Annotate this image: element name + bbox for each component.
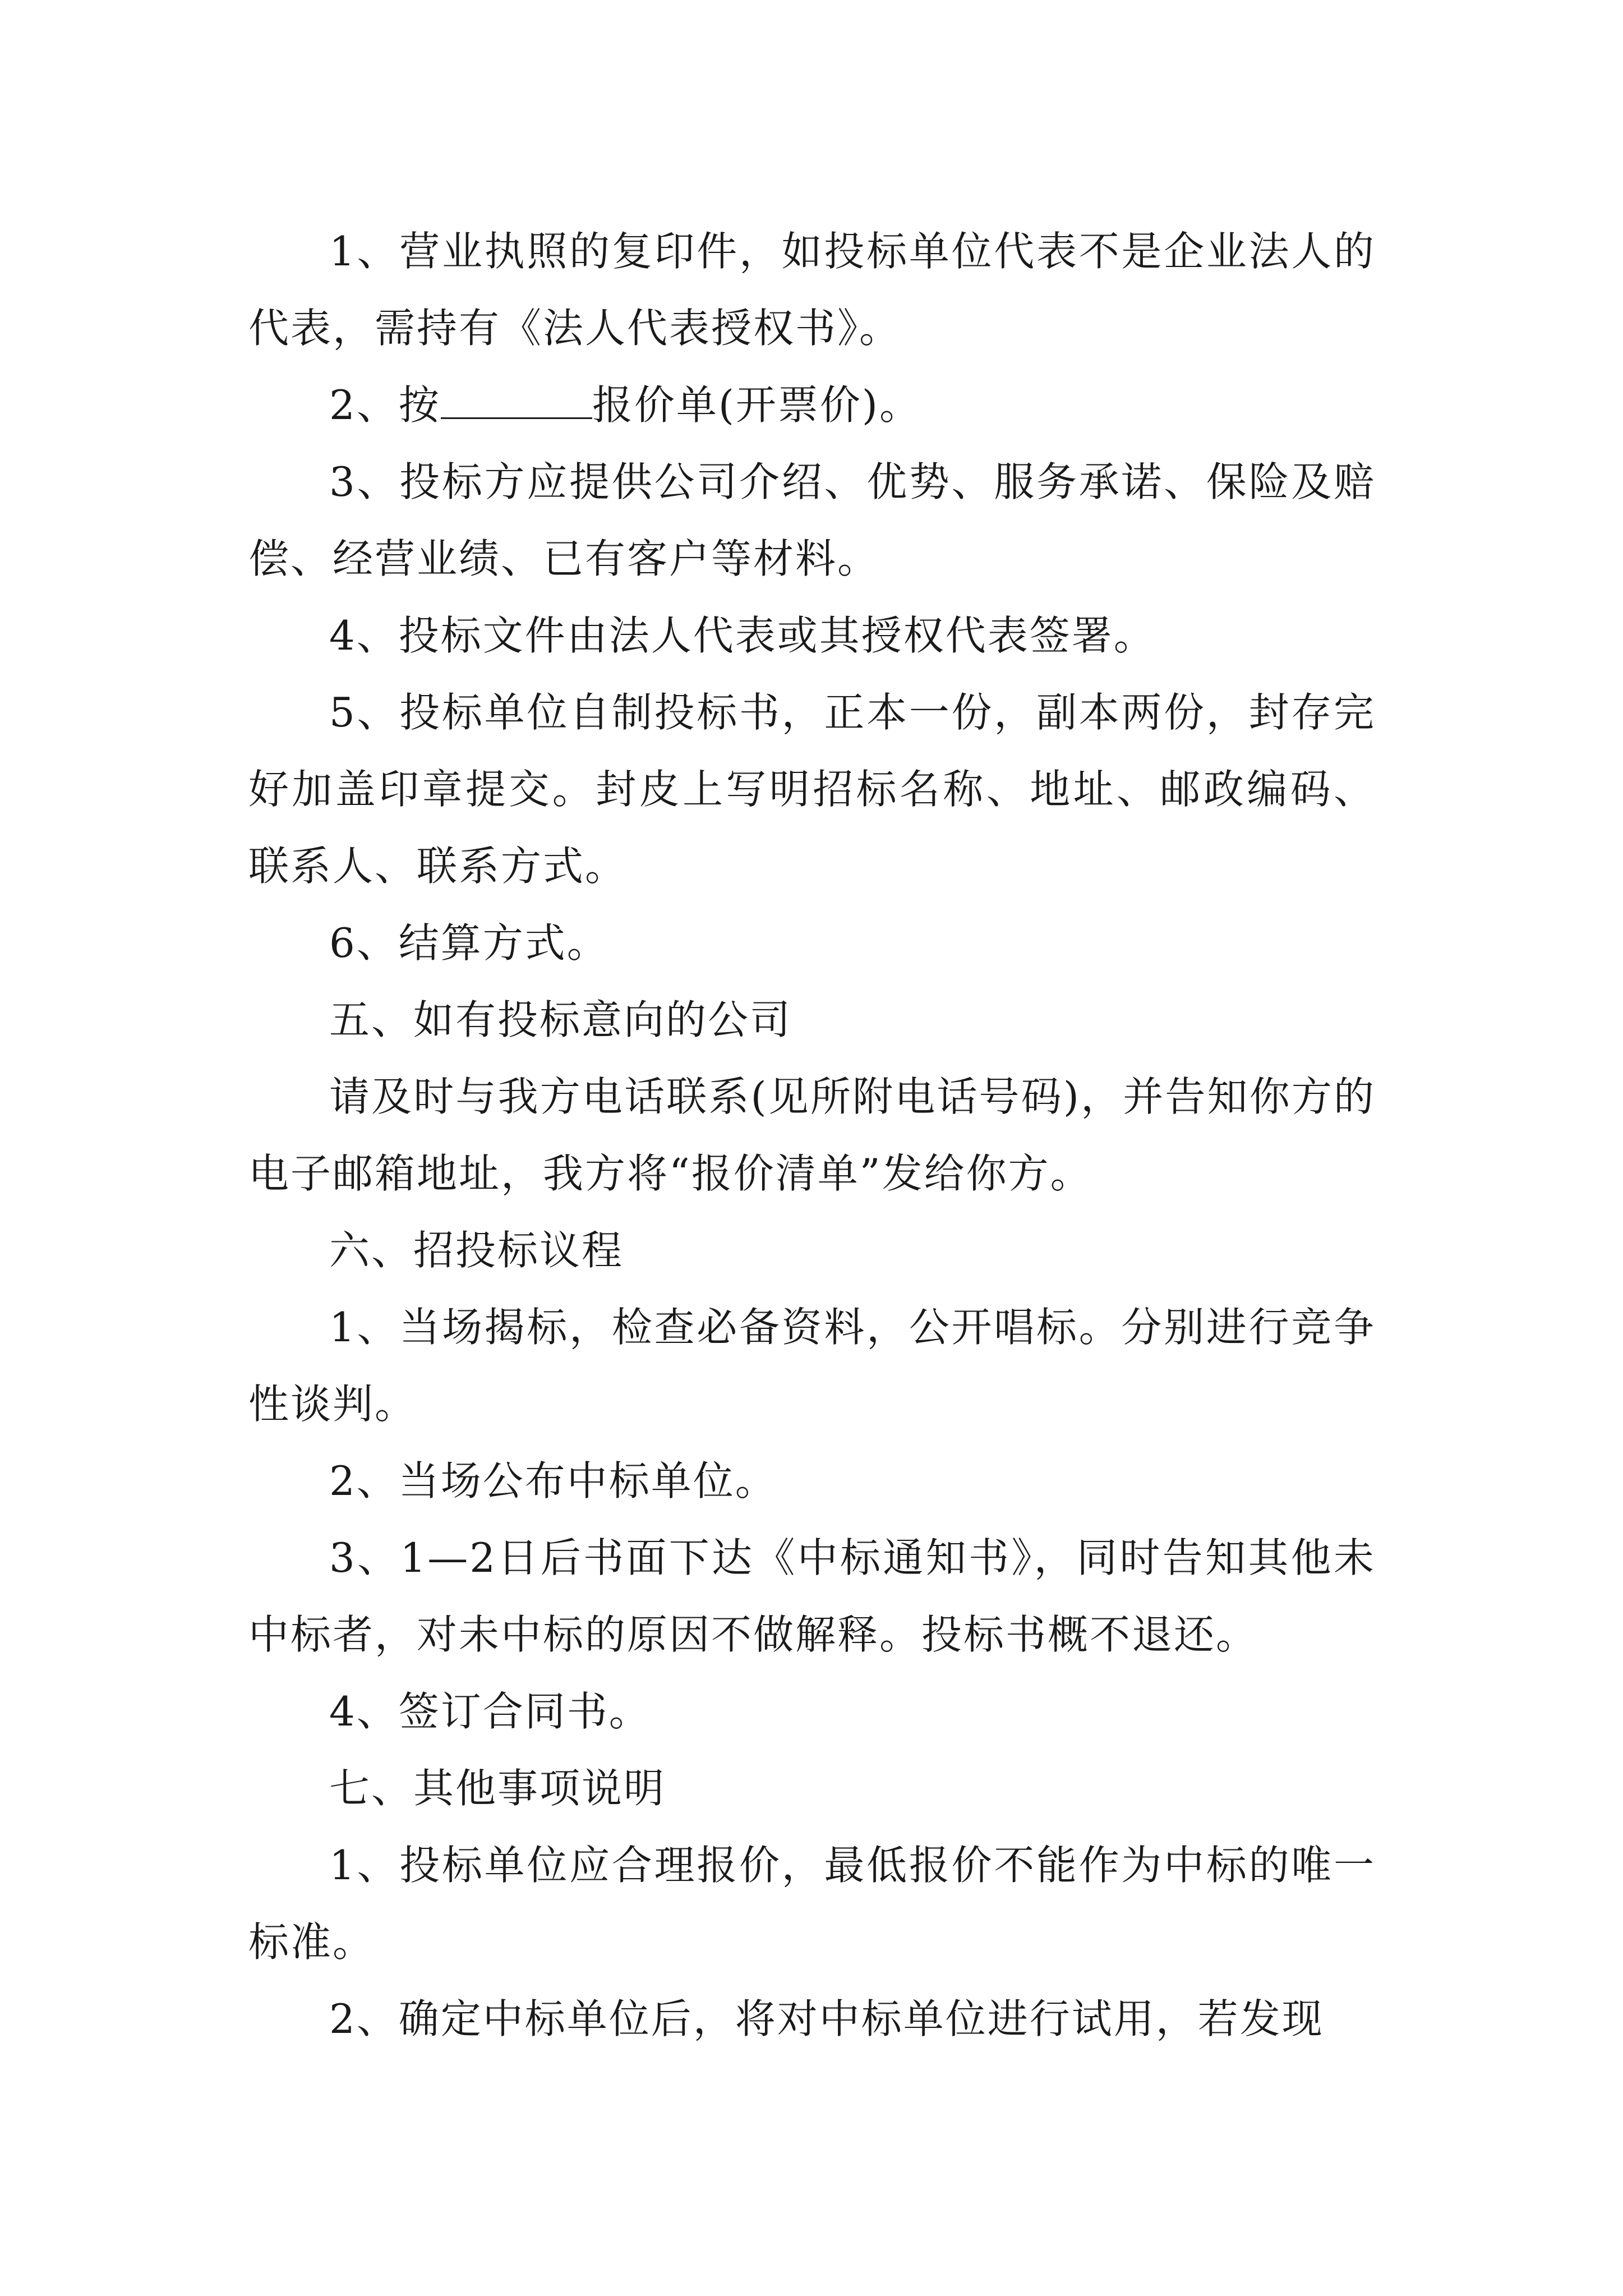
paragraph-contact: 请及时与我方电话联系(见所附电话号码)，并告知你方的电子邮箱地址，我方将“报价清单”发给你方。 xyxy=(248,1073,1376,1197)
paragraph-announce: 2、当场公布中标单位。 xyxy=(329,1457,777,1504)
paragraph-quotation xyxy=(248,367,1376,444)
paragraph-contract: 4、签订合同书。 xyxy=(329,1688,651,1735)
blank-field xyxy=(441,384,592,419)
paragraph-pricing: 1、投标单位应合理报价，最低报价不能作为中标的唯一标准。 xyxy=(248,1842,1376,1966)
paragraph-company-materials: 3、投标方应提供公司介绍、优势、服务承诺、保险及赔偿、经营业绩、已有客户等材料。 xyxy=(248,458,1376,582)
paragraph-opening: 1、当场揭标，检查必备资料，公开唱标。分别进行竞争性谈判。 xyxy=(248,1304,1376,1428)
paragraph-signature: 4、投标文件由法人代表或其授权代表签署。 xyxy=(329,612,1156,659)
quotation-suffix: 报价单(开票价)。 xyxy=(592,381,921,429)
paragraph-business-license: 1、营业执照的复印件，如投标单位代表不是企业法人的代表，需持有《法人代表授权书》。 xyxy=(248,228,1376,352)
section-heading-5: 五、如有投标意向的公司 xyxy=(329,996,792,1043)
paragraph-notice: 3、1—2日后书面下达《中标通知书》，同时告知其他未中标者，对未中标的原因不做解释。投标书概不退还。 xyxy=(248,1534,1376,1658)
document-body xyxy=(248,213,1376,2058)
quotation-prefix: 2、按 xyxy=(329,381,441,429)
paragraph-settlement: 6、结算方式。 xyxy=(329,919,609,967)
section-heading-7: 七、其他事项说明 xyxy=(329,1765,666,1812)
paragraph-trial: 2、确定中标单位后，将对中标单位进行试用，若发现 xyxy=(329,1995,1324,2042)
section-heading-6: 六、招投标议程 xyxy=(329,1227,624,1274)
paragraph-bid-document: 5、投标单位自制投标书，正本一份，副本两份，封存完好加盖印章提交。封皮上写明招标名称、地址、邮政编码、联系人、联系方式。 xyxy=(248,689,1376,890)
